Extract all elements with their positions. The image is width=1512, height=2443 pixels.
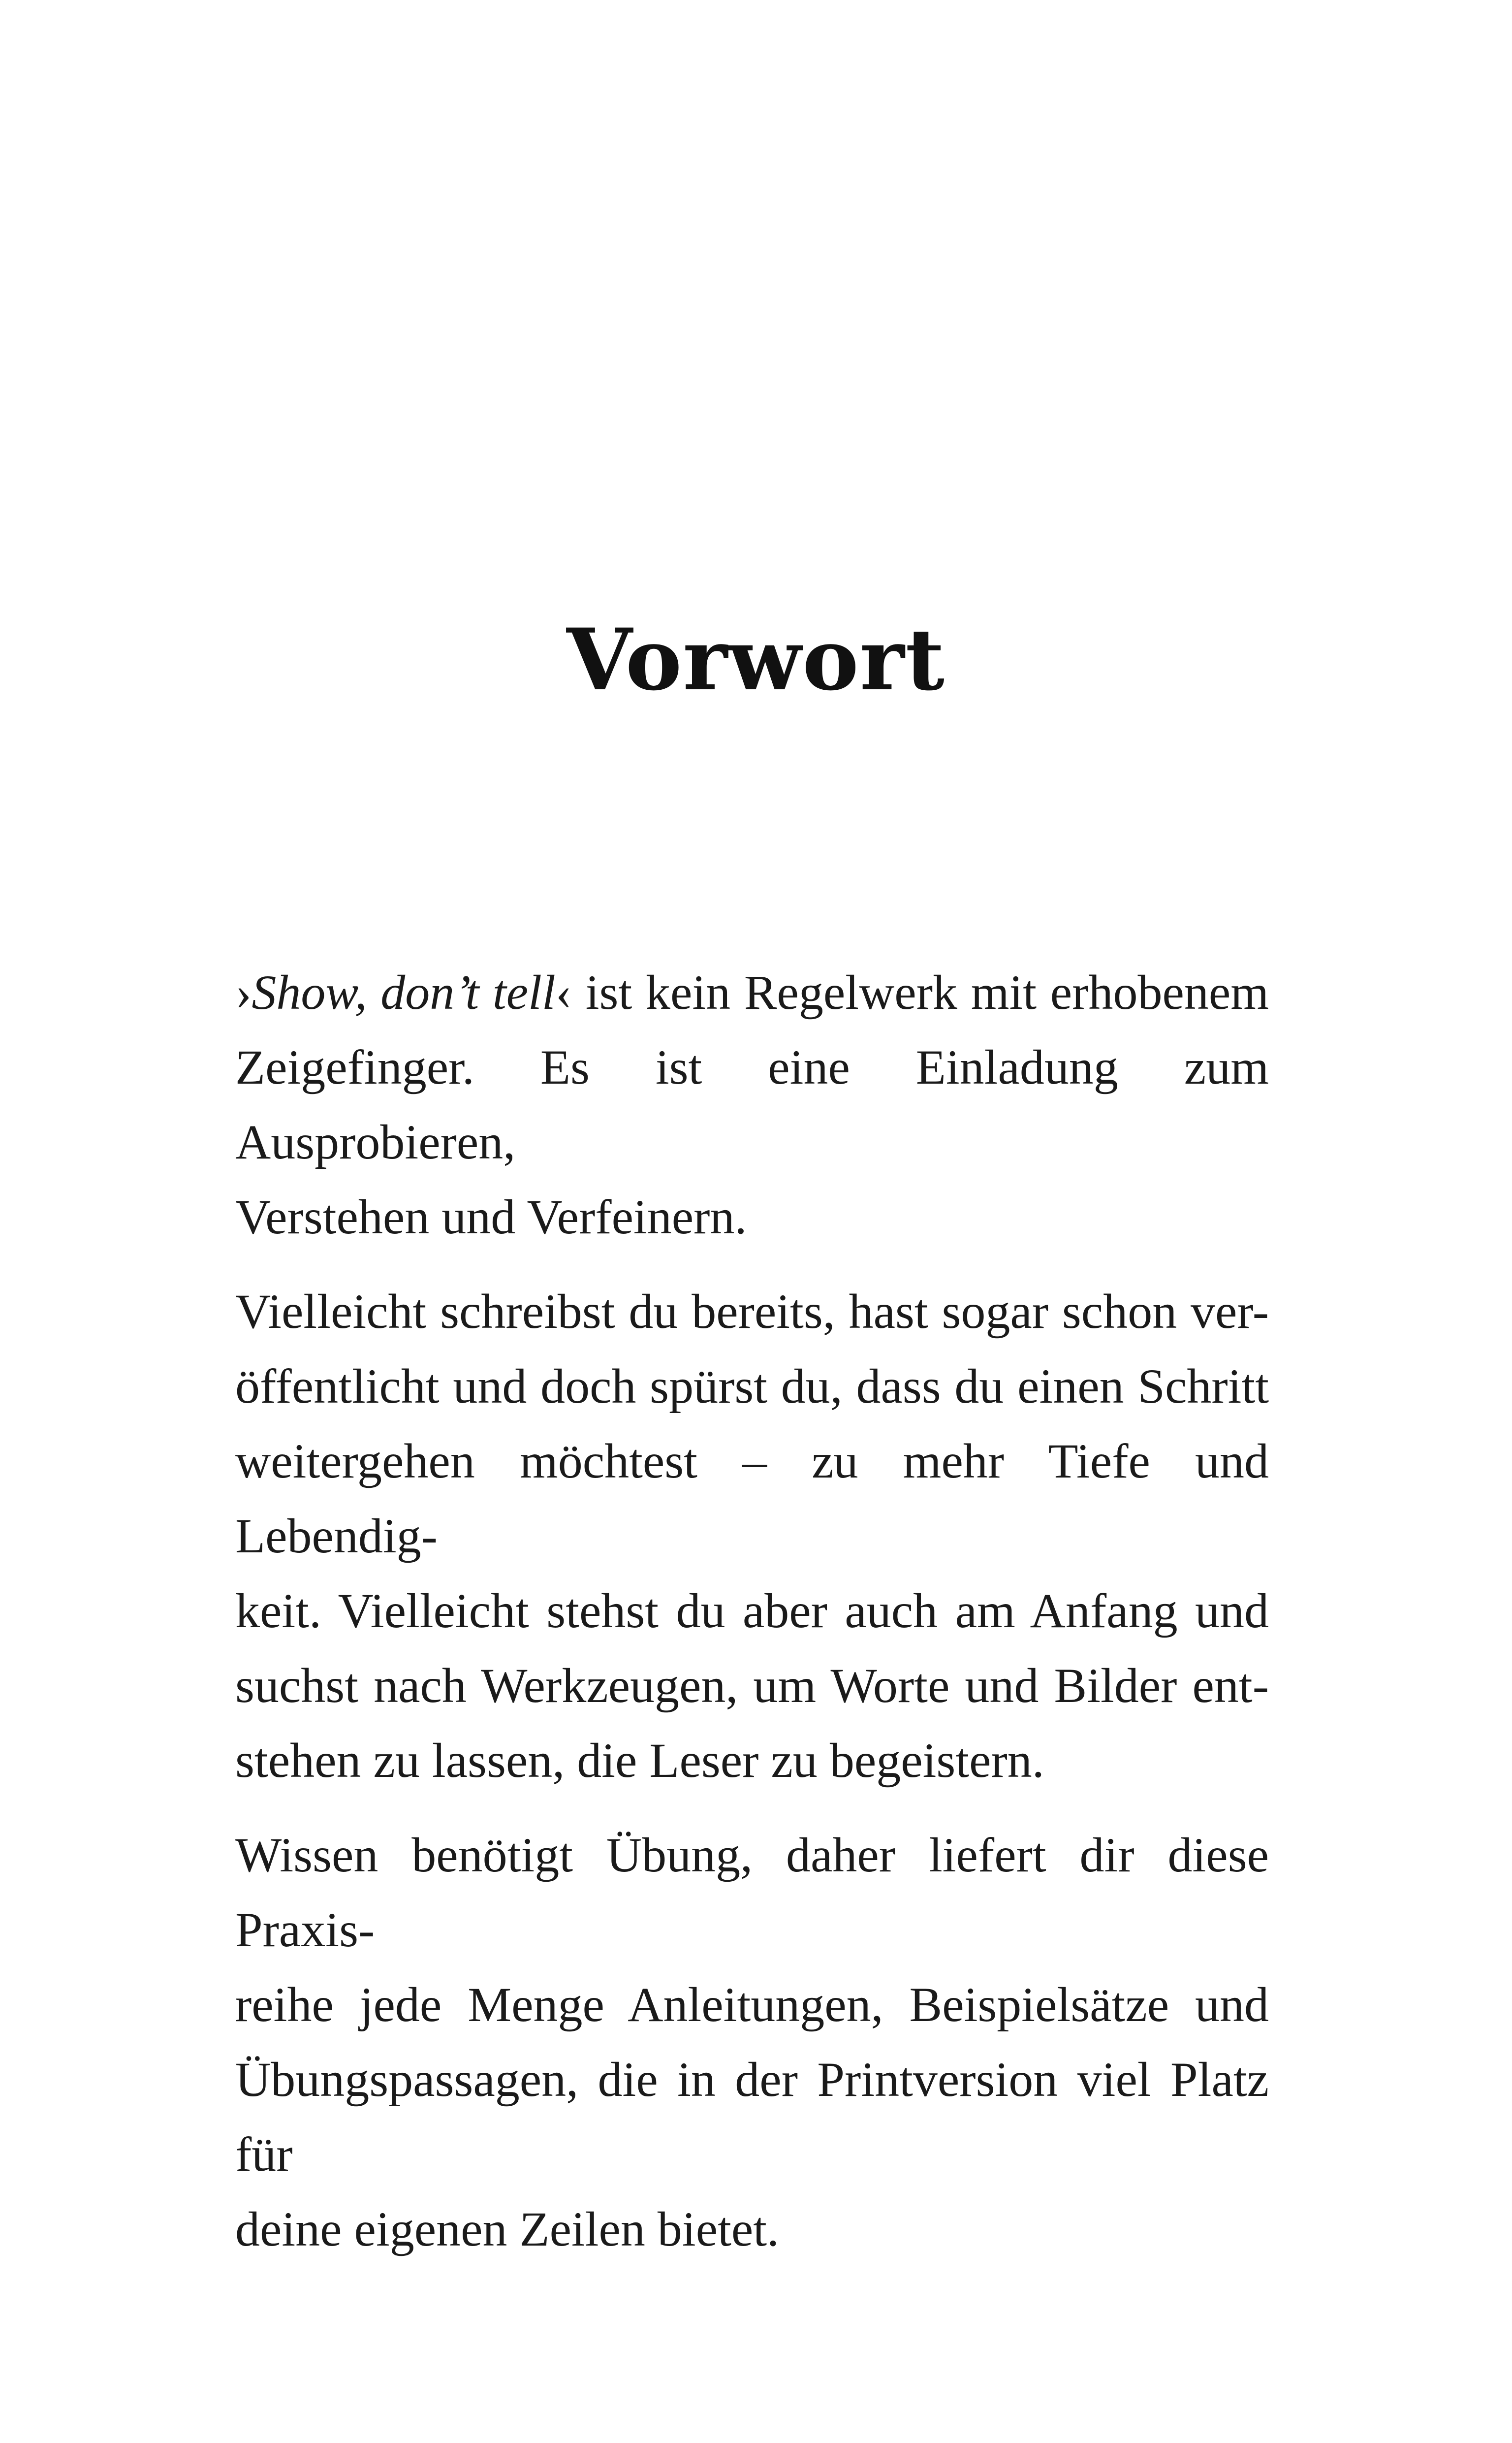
text-line: suchst nach Werkzeugen, um Worte und Bilder ent- xyxy=(235,1658,1269,1713)
text-line: Verstehen und Verfeinern. xyxy=(235,1189,747,1244)
chapter-title: Vorwort xyxy=(567,610,945,709)
paragraph-3 xyxy=(235,1818,1269,2267)
text-line: Vielleicht schreibst du bereits, hast sogar schon ver- xyxy=(235,1284,1269,1339)
text-line: keit. Vielleicht stehst du aber auch am Anfang und xyxy=(235,1583,1269,1638)
line-rest: ist kein Regelwerk mit erhobenem xyxy=(572,965,1269,1020)
paragraph-2 xyxy=(235,1274,1269,1798)
quote-open-mark: › xyxy=(235,965,252,1020)
body-text xyxy=(235,955,1269,2286)
text-line: weitergehen möchtest – zu mehr Tiefe und Lebendig- xyxy=(235,1434,1269,1563)
italic-phrase: Show, don’t tell xyxy=(252,965,556,1020)
text-line xyxy=(235,955,1269,1030)
text-line: reihe jede Menge Anleitungen, Beispielsätze und xyxy=(235,1977,1269,2032)
paragraph-1 xyxy=(235,955,1269,1254)
text-line: Übungspassagen, die in der Printversion viel Platz für xyxy=(235,2052,1269,2182)
text-line: deine eigenen Zeilen bietet. xyxy=(235,2202,780,2256)
quote-close-mark: ‹ xyxy=(555,965,572,1020)
text-line: öffentlicht und doch spürst du, dass du einen Schritt xyxy=(235,1359,1269,1414)
text-line: Zeigefinger. Es ist eine Einladung zum Ausprobieren, xyxy=(235,1040,1269,1169)
text-line: stehen zu lassen, die Leser zu begeistern. xyxy=(235,1733,1044,1788)
text-line: Wissen benötigt Übung, daher liefert dir diese Praxis- xyxy=(235,1828,1269,1957)
